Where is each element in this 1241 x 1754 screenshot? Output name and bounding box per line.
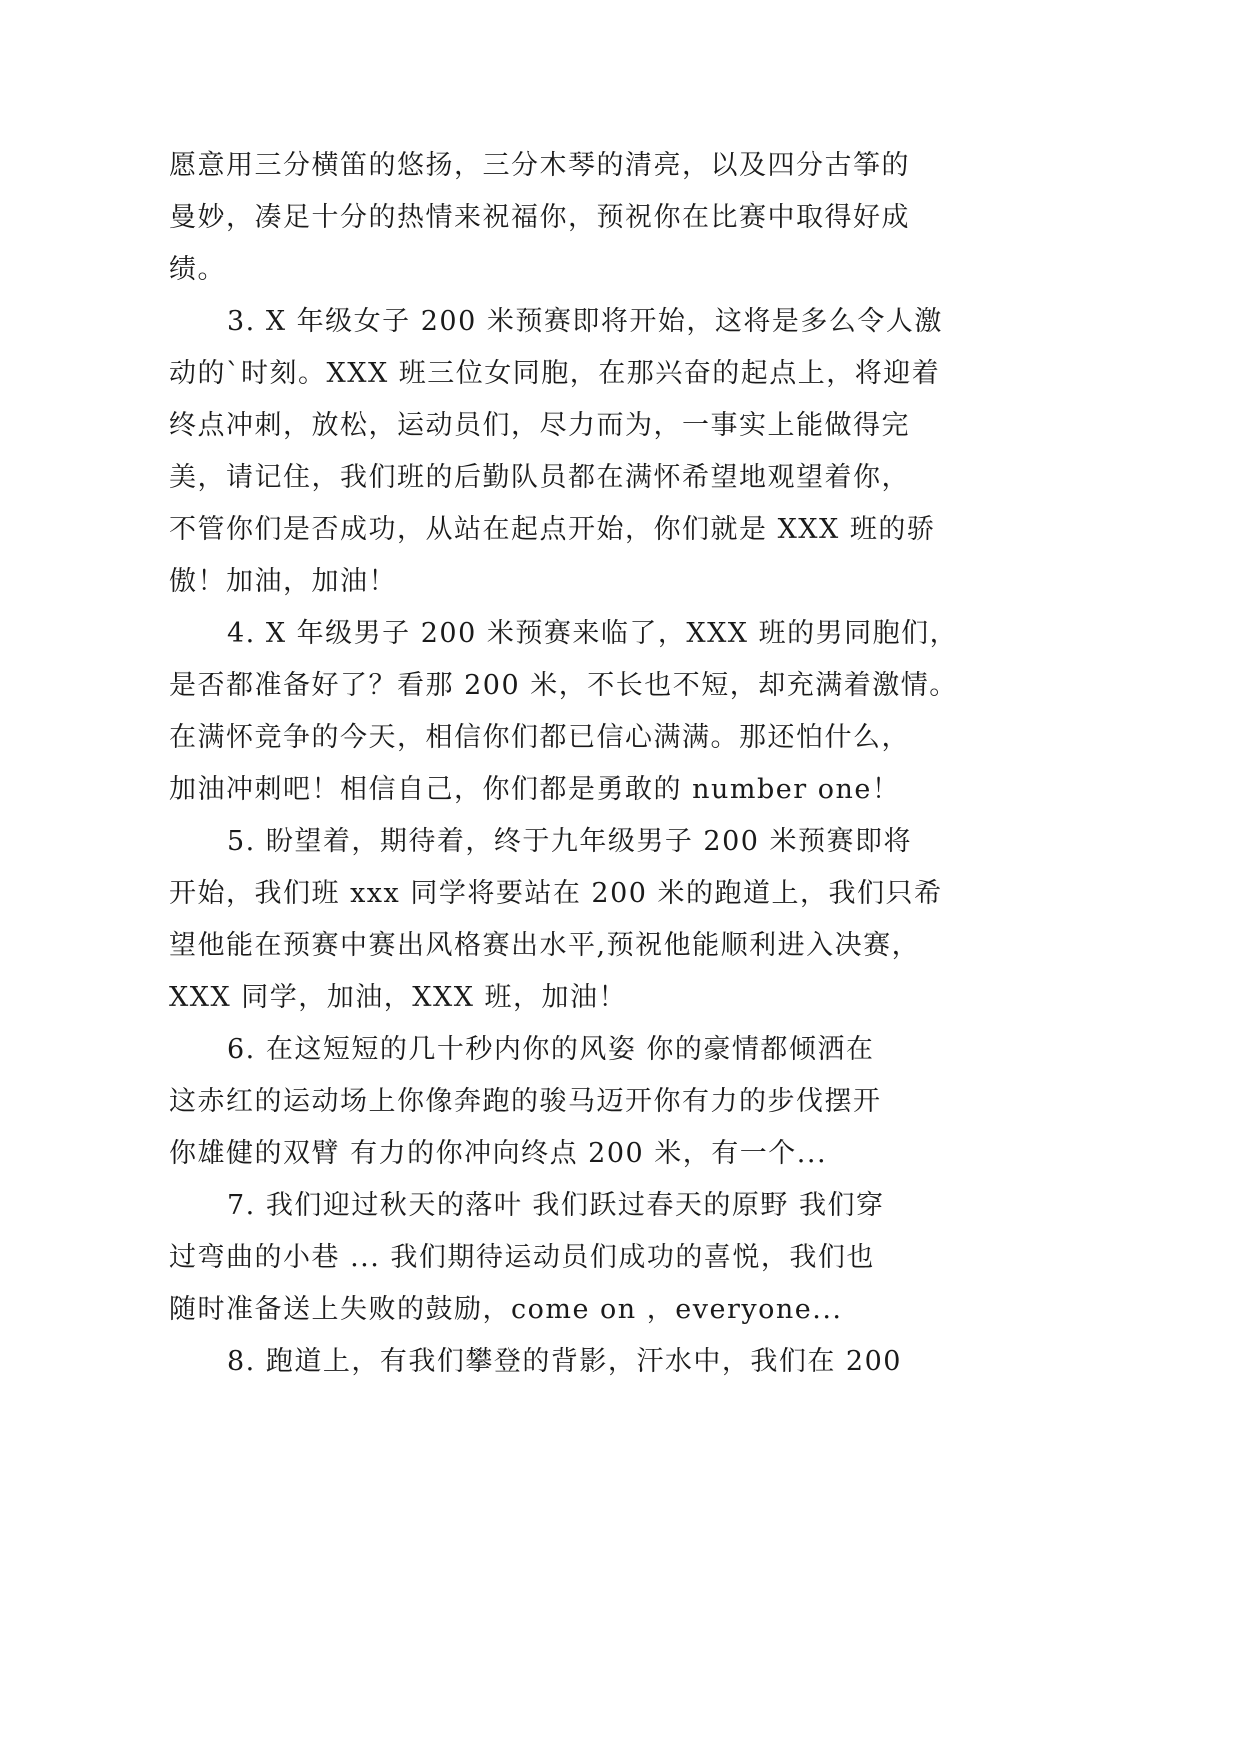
text-line: 3. X 年级女子 200 米预赛即将开始，这将是多么令人激 xyxy=(227,306,943,337)
text-line: 望他能在预赛中赛出风格赛出水平,预祝他能顺利进入决赛， xyxy=(169,930,921,961)
text-line: 这赤红的运动场上你像奔跑的骏马迈开你有力的步伐摆开 xyxy=(169,1086,882,1117)
text-line: 终点冲刺，放松，运动员们，尽力而为，一事实上能做得完 xyxy=(169,410,910,441)
document-body-text xyxy=(169,140,959,1388)
text-line: 6. 在这短短的几十秒内你的风姿 你的豪情都倾洒在 xyxy=(227,1034,875,1065)
text-line: 开始，我们班 xxx 同学将要站在 200 米的跑道上，我们只希 xyxy=(169,878,943,909)
text-line: 美，请记住，我们班的后勤队员都在满怀希望地观望着你， xyxy=(169,462,910,493)
text-line: 傲！加油，加油！ xyxy=(169,566,397,597)
text-line: 在满怀竞争的今天，相信你们都已信心满满。那还怕什么， xyxy=(169,722,910,753)
text-line: 不管你们是否成功，从站在起点开始，你们就是 XXX 班的骄 xyxy=(169,514,936,545)
text-line: 过弯曲的小巷 ... 我们期待运动员们成功的喜悦，我们也 xyxy=(169,1242,875,1273)
text-line: XXX 同学，加油，XXX 班，加油！ xyxy=(169,982,627,1013)
text-line: 曼妙，凑足十分的热情来祝福你，预祝你在比赛中取得好成 xyxy=(169,202,910,233)
text-line: 5. 盼望着，期待着，终于九年级男子 200 米预赛即将 xyxy=(227,826,913,857)
text-line: 你雄健的双臂 有力的你冲向终点 200 米，有一个... xyxy=(169,1138,828,1169)
text-line: 8. 跑道上，有我们攀登的背影，汗水中，我们在 200 xyxy=(227,1346,902,1377)
text-line: 加油冲刺吧！相信自己，你们都是勇敢的 number one！ xyxy=(169,774,901,805)
text-line: 动的`时刻。XXX 班三位女同胞，在那兴奋的起点上，将迎着 xyxy=(169,358,941,389)
text-line: 随时准备送上失败的鼓励，come on ，everyone... xyxy=(169,1294,843,1325)
text-line: 愿意用三分横笛的悠扬，三分木琴的清亮，以及四分古筝的 xyxy=(169,150,910,181)
text-line: 绩。 xyxy=(169,254,226,285)
text-line: 4. X 年级男子 200 米预赛来临了，XXX 班的男同胞们， xyxy=(227,618,959,649)
text-line: 7. 我们迎过秋天的落叶 我们跃过春天的原野 我们穿 xyxy=(227,1190,885,1221)
text-line: 是否都准备好了？看那 200 米，不长也不短，却充满着激情。 xyxy=(169,670,958,701)
